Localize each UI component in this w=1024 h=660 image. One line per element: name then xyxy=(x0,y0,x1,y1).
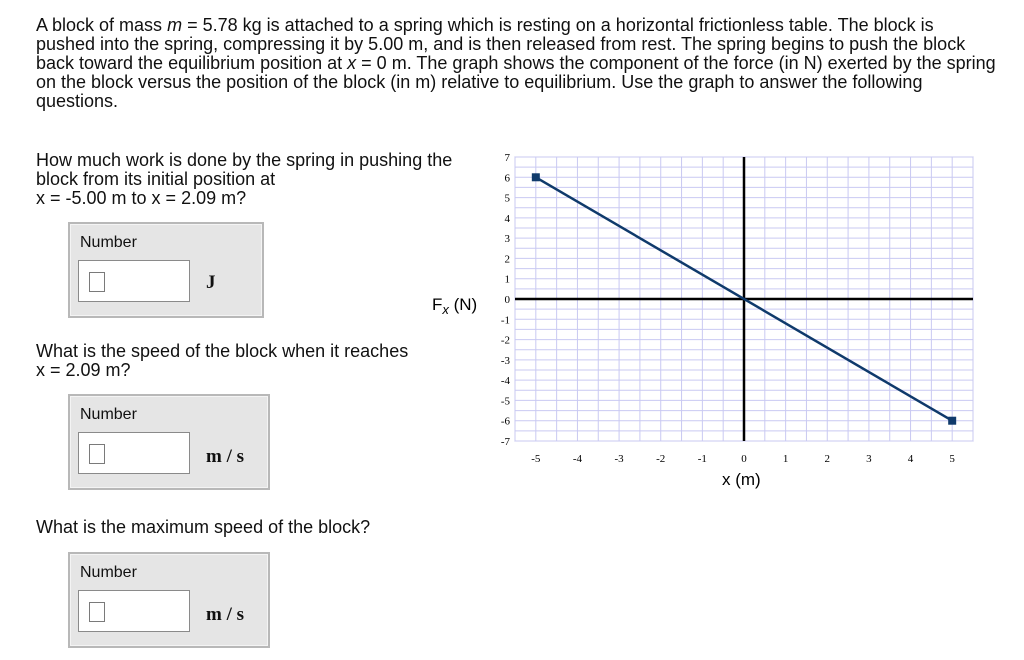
x-tick-label: -5 xyxy=(531,453,541,465)
y-tick-label: 7 xyxy=(504,152,510,164)
y-tick-label: 6 xyxy=(504,172,510,185)
input-caret xyxy=(89,272,105,292)
axes xyxy=(515,157,973,441)
y-tick-label: -5 xyxy=(500,395,510,408)
unit-joules: J xyxy=(206,272,216,293)
x-tick-label: -1 xyxy=(697,453,707,465)
answer-box-3 xyxy=(68,552,270,648)
y-tick-label: 2 xyxy=(504,253,510,266)
question-1-text: How much work is done by the spring in pushing the block from its initial position at xyxy=(36,150,453,189)
data-point-marker xyxy=(532,173,540,181)
problem-text-1: A block of mass xyxy=(36,15,168,35)
y-tick-label: -6 xyxy=(500,415,510,428)
x-axis-label: x (m) xyxy=(722,470,761,489)
y-tick-label: 5 xyxy=(504,192,510,205)
answer-label: Number xyxy=(80,234,137,251)
grid xyxy=(515,157,973,441)
answer-label: Number xyxy=(80,406,137,423)
question-2 xyxy=(36,342,466,380)
x-tick-label: 5 xyxy=(949,453,955,465)
y-tick-label: -4 xyxy=(500,375,510,388)
question-3 xyxy=(36,518,456,537)
unit-meters-per-second: m / s xyxy=(206,604,244,625)
x-tick-label: -4 xyxy=(572,453,583,465)
tick-labels xyxy=(501,152,956,465)
y-tick-label: -7 xyxy=(500,436,510,448)
problem-text-3: = 0 m. The graph shows the component of the force (in N) exerted by the spring on the block versus the position of the block (in m) relative to equilibrium. Use the graph to answer the following questions. xyxy=(36,53,996,111)
y-tick-label: 4 xyxy=(504,212,510,225)
x-tick-label: -3 xyxy=(614,453,624,465)
answer-box-2 xyxy=(68,394,270,490)
force-line xyxy=(536,177,952,420)
question-1-text-2: x = -5.00 m to x = 2.09 m? xyxy=(36,188,247,208)
y-tick-label: -1 xyxy=(500,314,510,327)
x-tick-label: -2 xyxy=(656,453,666,465)
answer-label: Number xyxy=(80,564,137,581)
question-1 xyxy=(36,151,456,208)
y-tick-label: -2 xyxy=(500,334,510,347)
unit-meters-per-second: m / s xyxy=(206,446,244,467)
data-point-marker xyxy=(948,417,956,425)
mass-variable: m xyxy=(167,15,183,35)
x-tick-label: 0 xyxy=(741,453,747,465)
series xyxy=(532,173,956,424)
y-axis-label: $F_x$ (N) xyxy=(432,295,478,317)
y-tick-label: -3 xyxy=(500,354,510,367)
x-tick-label: 2 xyxy=(824,453,831,465)
x-tick-label: 4 xyxy=(907,453,914,465)
question-2-text: What is the speed of the block when it reaches xyxy=(36,341,409,361)
position-variable: x xyxy=(347,53,357,73)
speed-answer-input[interactable] xyxy=(78,432,190,474)
input-caret xyxy=(89,602,105,622)
y-tick-label: 3 xyxy=(504,233,510,246)
problem-statement xyxy=(36,16,996,111)
problem-text-2: = 5.78 kg is attached to a spring which is resting on a horizontal frictionless table. The block is pushed into the spring, compressing it by 5.00 m, and is then released from rest. The spring begins to push the block back toward the equilibrium position at xyxy=(36,15,966,73)
y-tick-label: 1 xyxy=(504,273,510,286)
input-caret xyxy=(89,444,105,464)
plot-frame xyxy=(515,157,973,441)
answer-box-1 xyxy=(68,222,264,318)
y-tick-label: 0 xyxy=(504,294,510,306)
x-tick-label: 3 xyxy=(866,453,872,465)
work-answer-input[interactable] xyxy=(78,260,190,302)
question-3-text: What is the maximum speed of the block? xyxy=(36,517,371,537)
max-speed-answer-input[interactable] xyxy=(78,590,190,632)
question-2-text-2: x = 2.09 m? xyxy=(36,360,131,380)
x-tick-label: 1 xyxy=(782,453,789,465)
